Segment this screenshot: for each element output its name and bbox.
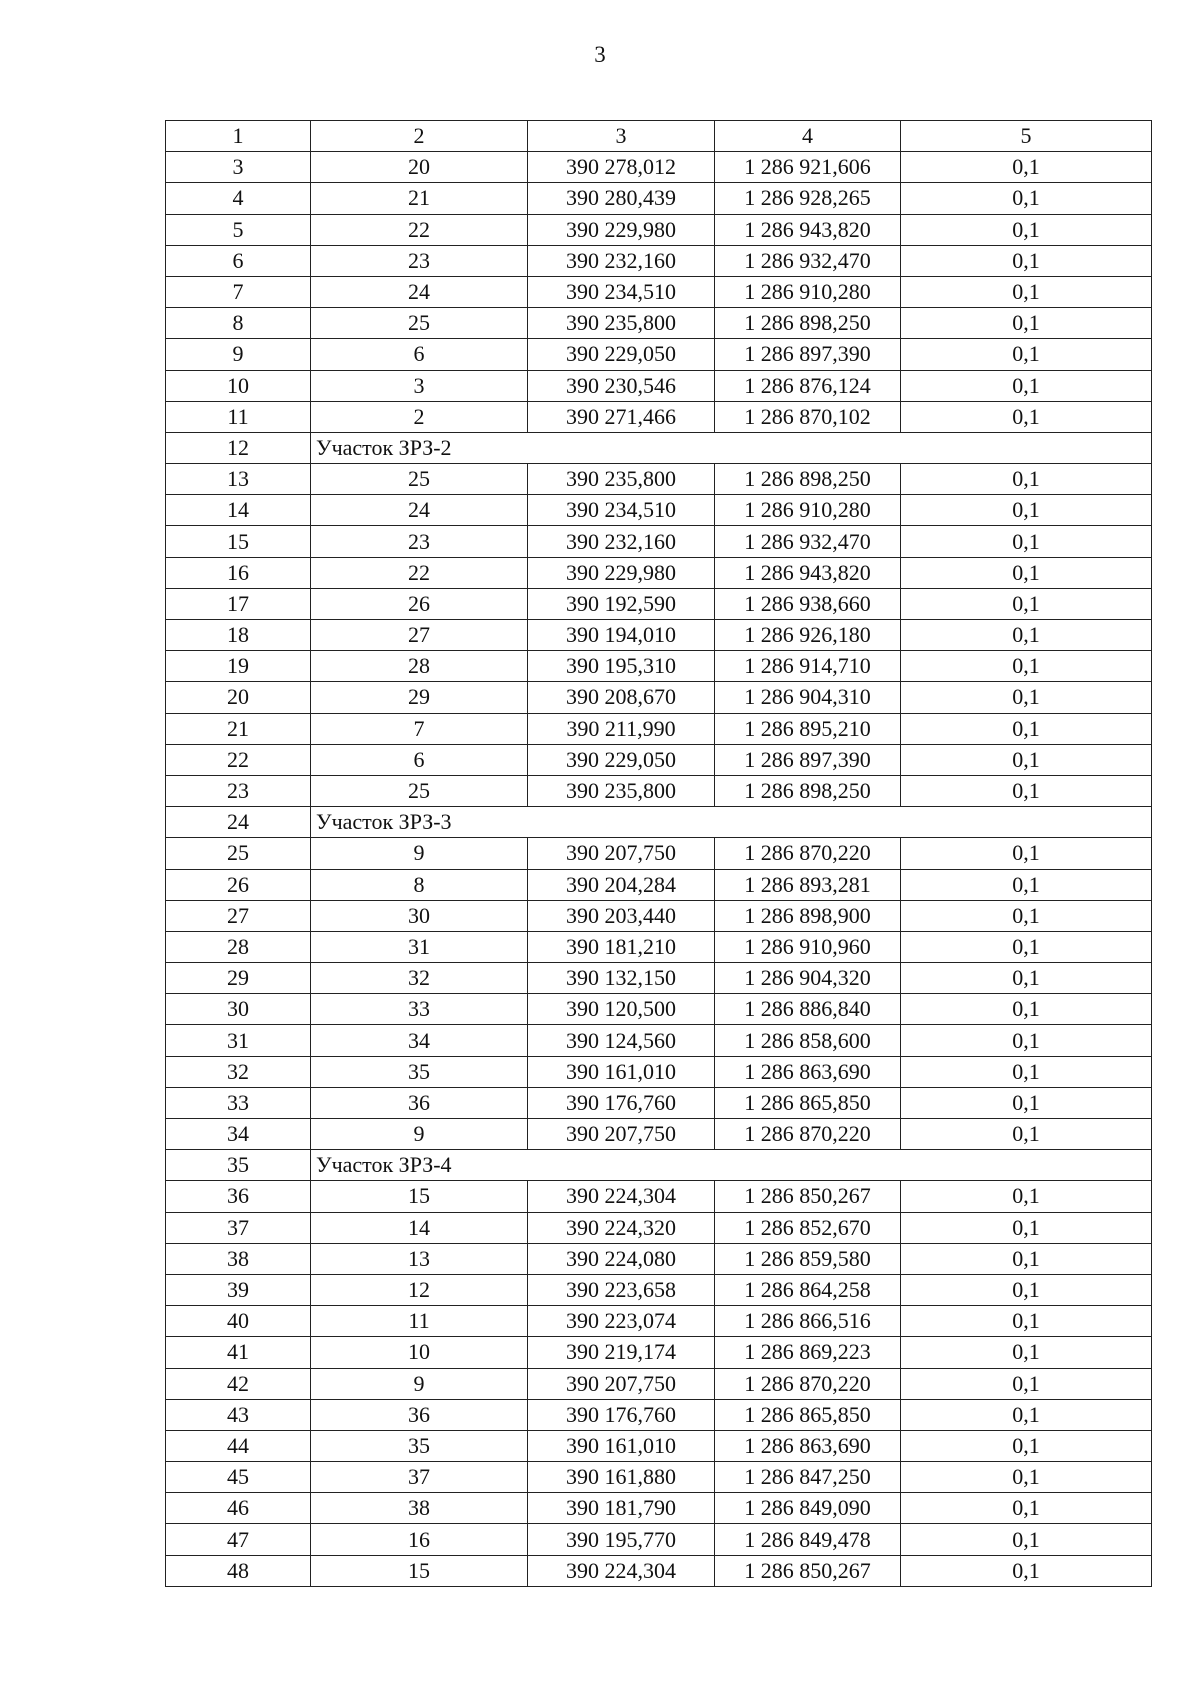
row-number-cell: 19: [166, 651, 311, 682]
accuracy-cell: 0,1: [901, 620, 1152, 651]
y-coordinate-cell: 1 286 943,820: [715, 214, 901, 245]
row-number-cell: 39: [166, 1274, 311, 1305]
point-number-cell: 8: [311, 869, 528, 900]
row-number-cell: 36: [166, 1181, 311, 1212]
accuracy-cell: 0,1: [901, 152, 1152, 183]
table-row: [166, 1274, 1152, 1305]
x-coordinate-cell: 390 132,150: [528, 963, 715, 994]
y-coordinate-cell: 1 286 926,180: [715, 620, 901, 651]
y-coordinate-cell: 1 286 910,960: [715, 931, 901, 962]
row-number-cell: 43: [166, 1399, 311, 1430]
accuracy-cell: 0,1: [901, 1181, 1152, 1212]
x-coordinate-cell: 390 207,750: [528, 838, 715, 869]
x-coordinate-cell: 390 194,010: [528, 620, 715, 651]
row-number-cell: 25: [166, 838, 311, 869]
accuracy-cell: 0,1: [901, 1368, 1152, 1399]
x-coordinate-cell: 390 204,284: [528, 869, 715, 900]
accuracy-cell: 0,1: [901, 464, 1152, 495]
table-row: [166, 495, 1152, 526]
point-number-cell: 28: [311, 651, 528, 682]
row-number-cell: 10: [166, 370, 311, 401]
table-row: [166, 245, 1152, 276]
table-row: [166, 464, 1152, 495]
table-row: [166, 1493, 1152, 1524]
x-coordinate-cell: 390 230,546: [528, 370, 715, 401]
point-number-cell: 16: [311, 1524, 528, 1555]
x-coordinate-cell: 390 176,760: [528, 1087, 715, 1118]
table-row: [166, 1212, 1152, 1243]
y-coordinate-cell: 1 286 849,478: [715, 1524, 901, 1555]
x-coordinate-cell: 390 235,800: [528, 775, 715, 806]
point-number-cell: 38: [311, 1493, 528, 1524]
table-row: [166, 1087, 1152, 1118]
accuracy-cell: 0,1: [901, 214, 1152, 245]
table-body: [166, 152, 1152, 1587]
y-coordinate-cell: 1 286 921,606: [715, 152, 901, 183]
accuracy-cell: 0,1: [901, 869, 1152, 900]
accuracy-cell: 0,1: [901, 1430, 1152, 1461]
row-number-cell: 27: [166, 900, 311, 931]
x-coordinate-cell: 390 208,670: [528, 682, 715, 713]
table-row: [166, 1399, 1152, 1430]
row-number-cell: 18: [166, 620, 311, 651]
y-coordinate-cell: 1 286 897,390: [715, 744, 901, 775]
point-number-cell: 35: [311, 1430, 528, 1461]
point-number-cell: 35: [311, 1056, 528, 1087]
accuracy-cell: 0,1: [901, 775, 1152, 806]
x-coordinate-cell: 390 161,010: [528, 1056, 715, 1087]
row-number-cell: 20: [166, 682, 311, 713]
accuracy-cell: 0,1: [901, 1056, 1152, 1087]
point-number-cell: 26: [311, 588, 528, 619]
point-number-cell: 24: [311, 495, 528, 526]
row-number-cell: 41: [166, 1337, 311, 1368]
accuracy-cell: 0,1: [901, 651, 1152, 682]
table-row: [166, 1025, 1152, 1056]
x-coordinate-cell: 390 207,750: [528, 1368, 715, 1399]
y-coordinate-cell: 1 286 895,210: [715, 713, 901, 744]
point-number-cell: 21: [311, 183, 528, 214]
y-coordinate-cell: 1 286 865,850: [715, 1087, 901, 1118]
table-row: [166, 370, 1152, 401]
accuracy-cell: 0,1: [901, 526, 1152, 557]
section-label-cell: Участок ЗРЗ-2: [311, 432, 1152, 463]
x-coordinate-cell: 390 120,500: [528, 994, 715, 1025]
y-coordinate-cell: 1 286 898,250: [715, 464, 901, 495]
x-coordinate-cell: 390 224,304: [528, 1555, 715, 1586]
y-coordinate-cell: 1 286 859,580: [715, 1243, 901, 1274]
table-row: [166, 1524, 1152, 1555]
section-row: [166, 432, 1152, 463]
y-coordinate-cell: 1 286 870,102: [715, 401, 901, 432]
table-row: [166, 931, 1152, 962]
row-number-cell: 29: [166, 963, 311, 994]
row-number-cell: 37: [166, 1212, 311, 1243]
x-coordinate-cell: 390 161,880: [528, 1462, 715, 1493]
y-coordinate-cell: 1 286 864,258: [715, 1274, 901, 1305]
y-coordinate-cell: 1 286 886,840: [715, 994, 901, 1025]
column-header: 1: [166, 121, 311, 152]
y-coordinate-cell: 1 286 897,390: [715, 339, 901, 370]
table-row: [166, 526, 1152, 557]
accuracy-cell: 0,1: [901, 245, 1152, 276]
row-number-cell: 13: [166, 464, 311, 495]
accuracy-cell: 0,1: [901, 744, 1152, 775]
row-number-cell: 45: [166, 1462, 311, 1493]
row-number-cell: 28: [166, 931, 311, 962]
y-coordinate-cell: 1 286 914,710: [715, 651, 901, 682]
table-row: [166, 682, 1152, 713]
y-coordinate-cell: 1 286 904,320: [715, 963, 901, 994]
point-number-cell: 37: [311, 1462, 528, 1493]
point-number-cell: 29: [311, 682, 528, 713]
y-coordinate-cell: 1 286 910,280: [715, 276, 901, 307]
x-coordinate-cell: 390 271,466: [528, 401, 715, 432]
accuracy-cell: 0,1: [901, 931, 1152, 962]
x-coordinate-cell: 390 234,510: [528, 495, 715, 526]
row-number-cell: 31: [166, 1025, 311, 1056]
point-number-cell: 36: [311, 1087, 528, 1118]
row-number-cell: 22: [166, 744, 311, 775]
x-coordinate-cell: 390 234,510: [528, 276, 715, 307]
row-number-cell: 23: [166, 775, 311, 806]
row-number-cell: 3: [166, 152, 311, 183]
y-coordinate-cell: 1 286 898,250: [715, 308, 901, 339]
y-coordinate-cell: 1 286 869,223: [715, 1337, 901, 1368]
accuracy-cell: 0,1: [901, 963, 1152, 994]
table-row: [166, 1306, 1152, 1337]
table-row: [166, 1181, 1152, 1212]
y-coordinate-cell: 1 286 866,516: [715, 1306, 901, 1337]
row-number-cell: 12: [166, 432, 311, 463]
row-number-cell: 32: [166, 1056, 311, 1087]
point-number-cell: 22: [311, 214, 528, 245]
accuracy-cell: 0,1: [901, 183, 1152, 214]
section-row: [166, 1150, 1152, 1181]
accuracy-cell: 0,1: [901, 994, 1152, 1025]
row-number-cell: 16: [166, 557, 311, 588]
accuracy-cell: 0,1: [901, 1025, 1152, 1056]
point-number-cell: 15: [311, 1181, 528, 1212]
point-number-cell: 36: [311, 1399, 528, 1430]
point-number-cell: 23: [311, 245, 528, 276]
row-number-cell: 48: [166, 1555, 311, 1586]
y-coordinate-cell: 1 286 898,900: [715, 900, 901, 931]
point-number-cell: 11: [311, 1306, 528, 1337]
point-number-cell: 12: [311, 1274, 528, 1305]
row-number-cell: 7: [166, 276, 311, 307]
x-coordinate-cell: 390 229,050: [528, 744, 715, 775]
column-header: 4: [715, 121, 901, 152]
row-number-cell: 47: [166, 1524, 311, 1555]
x-coordinate-cell: 390 229,980: [528, 214, 715, 245]
point-number-cell: 20: [311, 152, 528, 183]
table-row: [166, 744, 1152, 775]
x-coordinate-cell: 390 195,770: [528, 1524, 715, 1555]
column-header: 2: [311, 121, 528, 152]
accuracy-cell: 0,1: [901, 401, 1152, 432]
accuracy-cell: 0,1: [901, 1337, 1152, 1368]
accuracy-cell: 0,1: [901, 1243, 1152, 1274]
y-coordinate-cell: 1 286 932,470: [715, 526, 901, 557]
table-row: [166, 838, 1152, 869]
row-number-cell: 11: [166, 401, 311, 432]
accuracy-cell: 0,1: [901, 900, 1152, 931]
point-number-cell: 13: [311, 1243, 528, 1274]
x-coordinate-cell: 390 280,439: [528, 183, 715, 214]
point-number-cell: 6: [311, 339, 528, 370]
row-number-cell: 44: [166, 1430, 311, 1461]
y-coordinate-cell: 1 286 898,250: [715, 775, 901, 806]
accuracy-cell: 0,1: [901, 1524, 1152, 1555]
point-number-cell: 23: [311, 526, 528, 557]
y-coordinate-cell: 1 286 910,280: [715, 495, 901, 526]
y-coordinate-cell: 1 286 928,265: [715, 183, 901, 214]
table-row: [166, 713, 1152, 744]
y-coordinate-cell: 1 286 870,220: [715, 838, 901, 869]
y-coordinate-cell: 1 286 893,281: [715, 869, 901, 900]
row-number-cell: 42: [166, 1368, 311, 1399]
y-coordinate-cell: 1 286 863,690: [715, 1430, 901, 1461]
table-row: [166, 1337, 1152, 1368]
accuracy-cell: 0,1: [901, 1555, 1152, 1586]
y-coordinate-cell: 1 286 863,690: [715, 1056, 901, 1087]
point-number-cell: 32: [311, 963, 528, 994]
table-row: [166, 183, 1152, 214]
point-number-cell: 27: [311, 620, 528, 651]
accuracy-cell: 0,1: [901, 713, 1152, 744]
x-coordinate-cell: 390 232,160: [528, 526, 715, 557]
y-coordinate-cell: 1 286 938,660: [715, 588, 901, 619]
accuracy-cell: 0,1: [901, 1087, 1152, 1118]
row-number-cell: 9: [166, 339, 311, 370]
x-coordinate-cell: 390 211,990: [528, 713, 715, 744]
row-number-cell: 21: [166, 713, 311, 744]
accuracy-cell: 0,1: [901, 1306, 1152, 1337]
accuracy-cell: 0,1: [901, 1399, 1152, 1430]
table-row: [166, 588, 1152, 619]
point-number-cell: 9: [311, 1119, 528, 1150]
x-coordinate-cell: 390 235,800: [528, 308, 715, 339]
x-coordinate-cell: 390 235,800: [528, 464, 715, 495]
y-coordinate-cell: 1 286 849,090: [715, 1493, 901, 1524]
table-row: [166, 1430, 1152, 1461]
accuracy-cell: 0,1: [901, 838, 1152, 869]
table-header-row: [166, 121, 1152, 152]
table-row: [166, 557, 1152, 588]
point-number-cell: 6: [311, 744, 528, 775]
column-header: 3: [528, 121, 715, 152]
accuracy-cell: 0,1: [901, 1274, 1152, 1305]
x-coordinate-cell: 390 203,440: [528, 900, 715, 931]
y-coordinate-cell: 1 286 870,220: [715, 1368, 901, 1399]
table-row: [166, 214, 1152, 245]
row-number-cell: 30: [166, 994, 311, 1025]
accuracy-cell: 0,1: [901, 588, 1152, 619]
y-coordinate-cell: 1 286 904,310: [715, 682, 901, 713]
accuracy-cell: 0,1: [901, 339, 1152, 370]
row-number-cell: 26: [166, 869, 311, 900]
table-row: [166, 963, 1152, 994]
point-number-cell: 3: [311, 370, 528, 401]
table-row: [166, 620, 1152, 651]
point-number-cell: 34: [311, 1025, 528, 1056]
coordinates-table: [165, 120, 1152, 1587]
table-row: [166, 276, 1152, 307]
point-number-cell: 30: [311, 900, 528, 931]
table-row: [166, 1368, 1152, 1399]
row-number-cell: 6: [166, 245, 311, 276]
y-coordinate-cell: 1 286 850,267: [715, 1555, 901, 1586]
x-coordinate-cell: 390 224,080: [528, 1243, 715, 1274]
accuracy-cell: 0,1: [901, 682, 1152, 713]
x-coordinate-cell: 390 192,590: [528, 588, 715, 619]
point-number-cell: 24: [311, 276, 528, 307]
y-coordinate-cell: 1 286 852,670: [715, 1212, 901, 1243]
x-coordinate-cell: 390 223,074: [528, 1306, 715, 1337]
table-row: [166, 308, 1152, 339]
row-number-cell: 38: [166, 1243, 311, 1274]
x-coordinate-cell: 390 224,320: [528, 1212, 715, 1243]
section-label-cell: Участок ЗРЗ-3: [311, 807, 1152, 838]
table-row: [166, 1462, 1152, 1493]
x-coordinate-cell: 390 229,050: [528, 339, 715, 370]
point-number-cell: 33: [311, 994, 528, 1025]
accuracy-cell: 0,1: [901, 1462, 1152, 1493]
x-coordinate-cell: 390 181,210: [528, 931, 715, 962]
x-coordinate-cell: 390 219,174: [528, 1337, 715, 1368]
row-number-cell: 5: [166, 214, 311, 245]
y-coordinate-cell: 1 286 876,124: [715, 370, 901, 401]
x-coordinate-cell: 390 161,010: [528, 1430, 715, 1461]
y-coordinate-cell: 1 286 870,220: [715, 1119, 901, 1150]
table-row: [166, 339, 1152, 370]
section-label-cell: Участок ЗРЗ-4: [311, 1150, 1152, 1181]
accuracy-cell: 0,1: [901, 276, 1152, 307]
x-coordinate-cell: 390 181,790: [528, 1493, 715, 1524]
table-row: [166, 869, 1152, 900]
table-row: [166, 1119, 1152, 1150]
table-row: [166, 900, 1152, 931]
row-number-cell: 17: [166, 588, 311, 619]
x-coordinate-cell: 390 207,750: [528, 1119, 715, 1150]
point-number-cell: 2: [311, 401, 528, 432]
accuracy-cell: 0,1: [901, 1212, 1152, 1243]
point-number-cell: 25: [311, 464, 528, 495]
section-row: [166, 807, 1152, 838]
row-number-cell: 14: [166, 495, 311, 526]
accuracy-cell: 0,1: [901, 495, 1152, 526]
row-number-cell: 46: [166, 1493, 311, 1524]
table-row: [166, 1243, 1152, 1274]
point-number-cell: 10: [311, 1337, 528, 1368]
point-number-cell: 9: [311, 1368, 528, 1399]
accuracy-cell: 0,1: [901, 308, 1152, 339]
x-coordinate-cell: 390 195,310: [528, 651, 715, 682]
table-row: [166, 152, 1152, 183]
table-row: [166, 994, 1152, 1025]
accuracy-cell: 0,1: [901, 1493, 1152, 1524]
point-number-cell: 25: [311, 775, 528, 806]
row-number-cell: 15: [166, 526, 311, 557]
x-coordinate-cell: 390 124,560: [528, 1025, 715, 1056]
y-coordinate-cell: 1 286 943,820: [715, 557, 901, 588]
x-coordinate-cell: 390 229,980: [528, 557, 715, 588]
column-header: 5: [901, 121, 1152, 152]
row-number-cell: 4: [166, 183, 311, 214]
row-number-cell: 40: [166, 1306, 311, 1337]
y-coordinate-cell: 1 286 850,267: [715, 1181, 901, 1212]
row-number-cell: 24: [166, 807, 311, 838]
y-coordinate-cell: 1 286 858,600: [715, 1025, 901, 1056]
x-coordinate-cell: 390 232,160: [528, 245, 715, 276]
x-coordinate-cell: 390 278,012: [528, 152, 715, 183]
accuracy-cell: 0,1: [901, 370, 1152, 401]
point-number-cell: 14: [311, 1212, 528, 1243]
table-row: [166, 651, 1152, 682]
accuracy-cell: 0,1: [901, 1119, 1152, 1150]
x-coordinate-cell: 390 224,304: [528, 1181, 715, 1212]
point-number-cell: 7: [311, 713, 528, 744]
row-number-cell: 8: [166, 308, 311, 339]
table-row: [166, 775, 1152, 806]
y-coordinate-cell: 1 286 932,470: [715, 245, 901, 276]
row-number-cell: 35: [166, 1150, 311, 1181]
row-number-cell: 34: [166, 1119, 311, 1150]
y-coordinate-cell: 1 286 847,250: [715, 1462, 901, 1493]
accuracy-cell: 0,1: [901, 557, 1152, 588]
y-coordinate-cell: 1 286 865,850: [715, 1399, 901, 1430]
table-row: [166, 1056, 1152, 1087]
point-number-cell: 31: [311, 931, 528, 962]
page-number: 3: [594, 42, 606, 67]
x-coordinate-cell: 390 176,760: [528, 1399, 715, 1430]
row-number-cell: 33: [166, 1087, 311, 1118]
point-number-cell: 9: [311, 838, 528, 869]
point-number-cell: 22: [311, 557, 528, 588]
table-row: [166, 401, 1152, 432]
point-number-cell: 15: [311, 1555, 528, 1586]
point-number-cell: 25: [311, 308, 528, 339]
x-coordinate-cell: 390 223,658: [528, 1274, 715, 1305]
table-row: [166, 1555, 1152, 1586]
